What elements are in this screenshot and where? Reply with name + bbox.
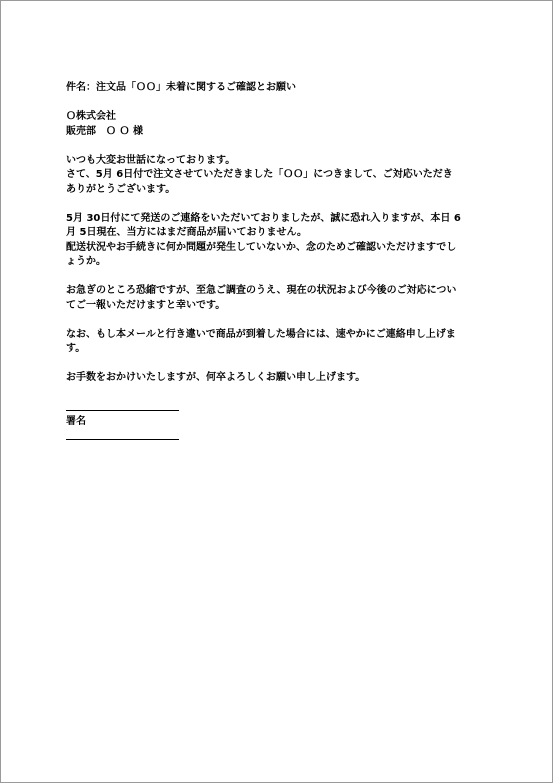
spacer bbox=[66, 197, 506, 212]
paragraph-line: さて、5月 6日付で注文させていただきました「ＯＯ」につきまして、ご対応いただき bbox=[66, 169, 453, 180]
paragraph-line: なお、もし本メールと行き違いで商品が到着した場合には、速やかにご連絡申し上げま bbox=[66, 328, 456, 340]
recipient-person: 販売部 Ｏ Ｏ 様 bbox=[66, 125, 143, 137]
paragraph-request bbox=[66, 284, 506, 313]
paragraph-line: ょうか。 bbox=[66, 256, 106, 267]
paragraph-note bbox=[66, 328, 506, 357]
signature-divider-bottom bbox=[66, 429, 506, 444]
paragraph-line: 5月 30日付にて発送のご連絡をいただいておりましたが、誠に恐れ入りますが、本日 6 bbox=[66, 212, 461, 224]
paragraph-greeting bbox=[66, 154, 506, 198]
paragraph-closing bbox=[66, 371, 506, 386]
spacer bbox=[66, 386, 506, 401]
paragraph-line: す。 bbox=[66, 343, 86, 354]
paragraph-line: お急ぎのところ恐縮ですが、至急ご調査のうえ、現在の状況および今後のご対応につい bbox=[66, 285, 457, 296]
signature-divider-top bbox=[66, 400, 506, 415]
recipient-company: Ｏ株式会社 bbox=[66, 111, 116, 122]
email-body bbox=[66, 81, 506, 444]
spacer bbox=[66, 270, 506, 285]
paragraph-line: お手数をおかけいたしますが、何卒よろしくお願い申し上げます。 bbox=[66, 372, 366, 383]
subject-line: 件名：注文品「ＯＯ」未着に関するご確認とお願い bbox=[66, 82, 296, 93]
spacer bbox=[66, 139, 506, 154]
signature-label: 署名 bbox=[66, 415, 86, 427]
spacer bbox=[66, 357, 506, 372]
paragraph-status bbox=[66, 212, 506, 270]
paragraph-line: 月 5日現在、当方にはまだ商品が届いておりません。 bbox=[66, 227, 308, 238]
paragraph-line: 配送状況やお手続きに何か問題が発生していないか、念のためご確認いただけますでし bbox=[66, 241, 457, 253]
paragraph-line: てご一報いただけますと幸いです。 bbox=[66, 299, 226, 311]
paragraph-line: いつも大変お世話になっております。 bbox=[66, 154, 236, 166]
paragraph-line: ありがとうございます。 bbox=[66, 183, 176, 195]
spacer bbox=[66, 313, 506, 328]
spacer bbox=[66, 96, 506, 111]
